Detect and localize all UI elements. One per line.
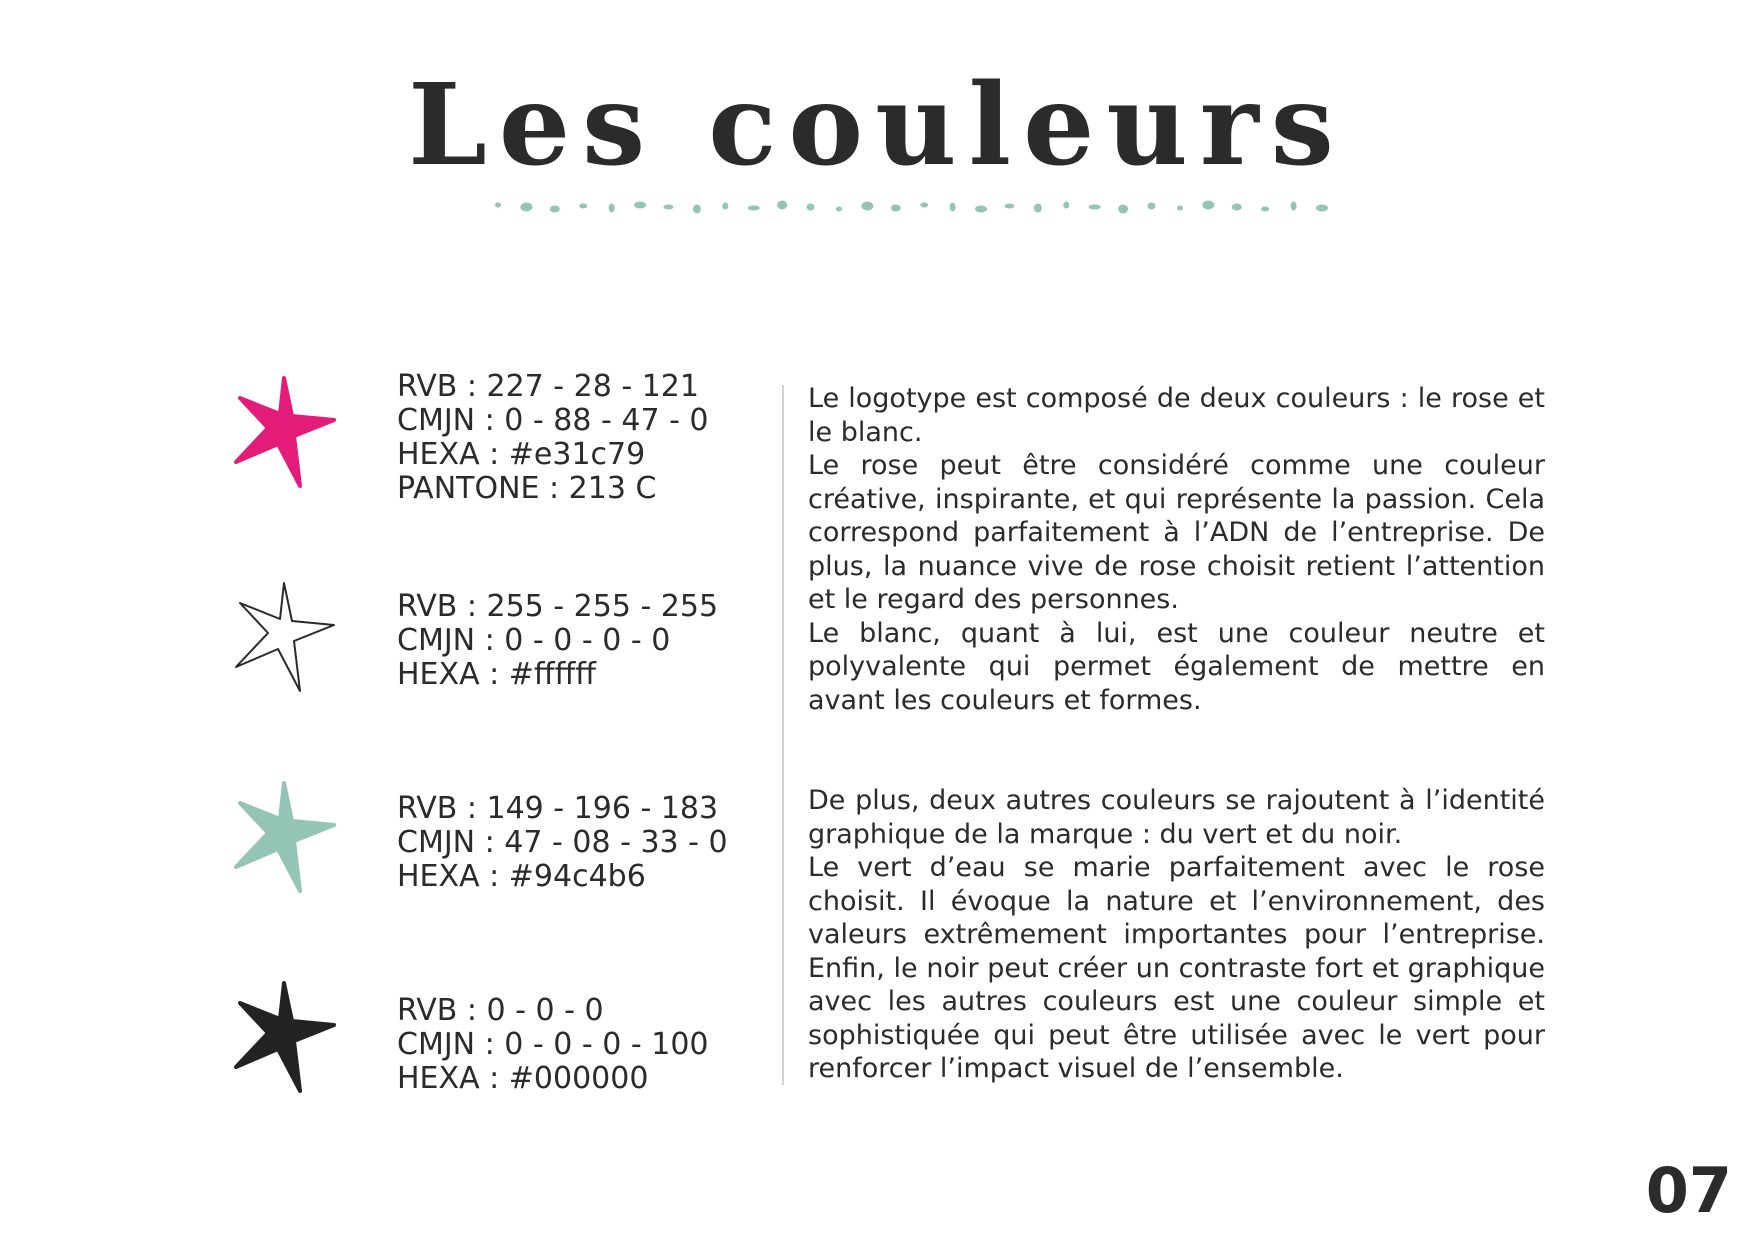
pink-pantone: PANTONE : 213 C bbox=[397, 471, 657, 506]
decorative-dot bbox=[1118, 205, 1128, 214]
paragraph-extra-colors: De plus, deux autres couleurs se rajoutent à l’identité graphique de la marque : du vert et du noir. bbox=[808, 785, 1545, 850]
white-color-spec bbox=[397, 590, 718, 692]
white-cmjn: CMJN : 0 - 0 - 0 - 0 bbox=[397, 623, 671, 658]
decorative-dot bbox=[748, 206, 760, 211]
decorative-dot bbox=[1034, 204, 1042, 213]
decorative-dot bbox=[1089, 205, 1101, 210]
decorative-dot bbox=[579, 204, 587, 209]
black-star-icon bbox=[222, 975, 346, 1099]
decorative-dot bbox=[722, 203, 728, 210]
description-block-2 bbox=[808, 784, 1545, 1086]
decorative-dot bbox=[693, 205, 701, 214]
black-color-spec bbox=[397, 994, 709, 1096]
decorative-dot bbox=[634, 202, 646, 209]
decorative-dot bbox=[920, 203, 928, 208]
green-hexa: HEXA : #94c4b6 bbox=[397, 859, 646, 894]
decorative-dot bbox=[975, 206, 987, 213]
decorative-dot bbox=[609, 204, 615, 213]
paragraph-pink: Le rose peut être considéré comme une couleur créative, inspirante, et qui représente la passion. Cela correspond parfaitement à l’ADN de l’entreprise. De plus, la nuance vive de rose choisit retient l’attention et le regard des personnes. bbox=[808, 450, 1545, 615]
pink-rvb: RVB : 227 - 28 - 121 bbox=[397, 369, 699, 404]
green-rvb: RVB : 149 - 196 - 183 bbox=[397, 791, 719, 826]
decorative-dot bbox=[807, 204, 815, 211]
decorative-dot bbox=[550, 206, 560, 213]
paragraph-logotype: Le logotype est composé de deux couleurs : le rose et le blanc. bbox=[808, 383, 1545, 448]
black-hexa: HEXA : #000000 bbox=[397, 1061, 649, 1096]
white-hexa: HEXA : #ffffff bbox=[397, 657, 596, 692]
page-number: 07 bbox=[1645, 1154, 1732, 1227]
decorative-dots bbox=[490, 195, 1330, 225]
green-color-spec bbox=[397, 792, 728, 894]
decorative-dot bbox=[1177, 206, 1183, 211]
description-block-1 bbox=[808, 382, 1545, 717]
column-divider bbox=[782, 385, 784, 1085]
white-rvb: RVB : 255 - 255 - 255 bbox=[397, 589, 719, 624]
decorative-dot bbox=[1063, 202, 1069, 209]
decorative-dot bbox=[1232, 204, 1242, 211]
decorative-dot bbox=[1202, 201, 1214, 210]
decorative-dot bbox=[861, 202, 873, 211]
black-rvb: RVB : 0 - 0 - 0 bbox=[397, 993, 604, 1028]
green-cmjn: CMJN : 47 - 08 - 33 - 0 bbox=[397, 825, 728, 860]
decorative-dot bbox=[1148, 203, 1156, 210]
decorative-dot bbox=[1261, 207, 1269, 212]
decorative-dot bbox=[1291, 202, 1297, 211]
decorative-dot bbox=[891, 205, 901, 212]
page-title: Les couleurs bbox=[408, 60, 1346, 191]
decorative-dot bbox=[777, 201, 787, 210]
green-star-icon bbox=[222, 775, 346, 899]
white-star-icon bbox=[222, 575, 346, 699]
pink-color-spec bbox=[397, 370, 709, 506]
black-cmjn: CMJN : 0 - 0 - 0 - 100 bbox=[397, 1027, 709, 1062]
decorative-dot bbox=[495, 203, 501, 208]
paragraph-white: Le blanc, quant à lui, est une couleur neutre et polyvalente qui permet également de mettre en avant les couleurs et formes. bbox=[808, 617, 1545, 716]
decorative-dot bbox=[836, 207, 842, 212]
paragraph-green-black: Le vert d’eau se marie parfaitement avec le rose choisit. Il évoque la nature et l’environnement, des valeurs extrêmement importantes pour l’entreprise. Enfin, le noir peut créer un contraste fort et graphique avec les autres couleurs est une couleur simple et sophistiquée qui peut être utilisée avec le vert pour renforcer l’impact visuel de l’ensemble. bbox=[808, 852, 1545, 1084]
decorative-dot bbox=[663, 205, 673, 210]
pink-star-icon bbox=[222, 370, 346, 494]
decorative-dot bbox=[1316, 205, 1328, 212]
decorative-dot bbox=[1004, 204, 1014, 209]
decorative-dot bbox=[520, 203, 532, 212]
pink-hexa: HEXA : #e31c79 bbox=[397, 437, 646, 472]
decorative-dot bbox=[950, 203, 956, 212]
pink-cmjn: CMJN : 0 - 88 - 47 - 0 bbox=[397, 403, 709, 438]
